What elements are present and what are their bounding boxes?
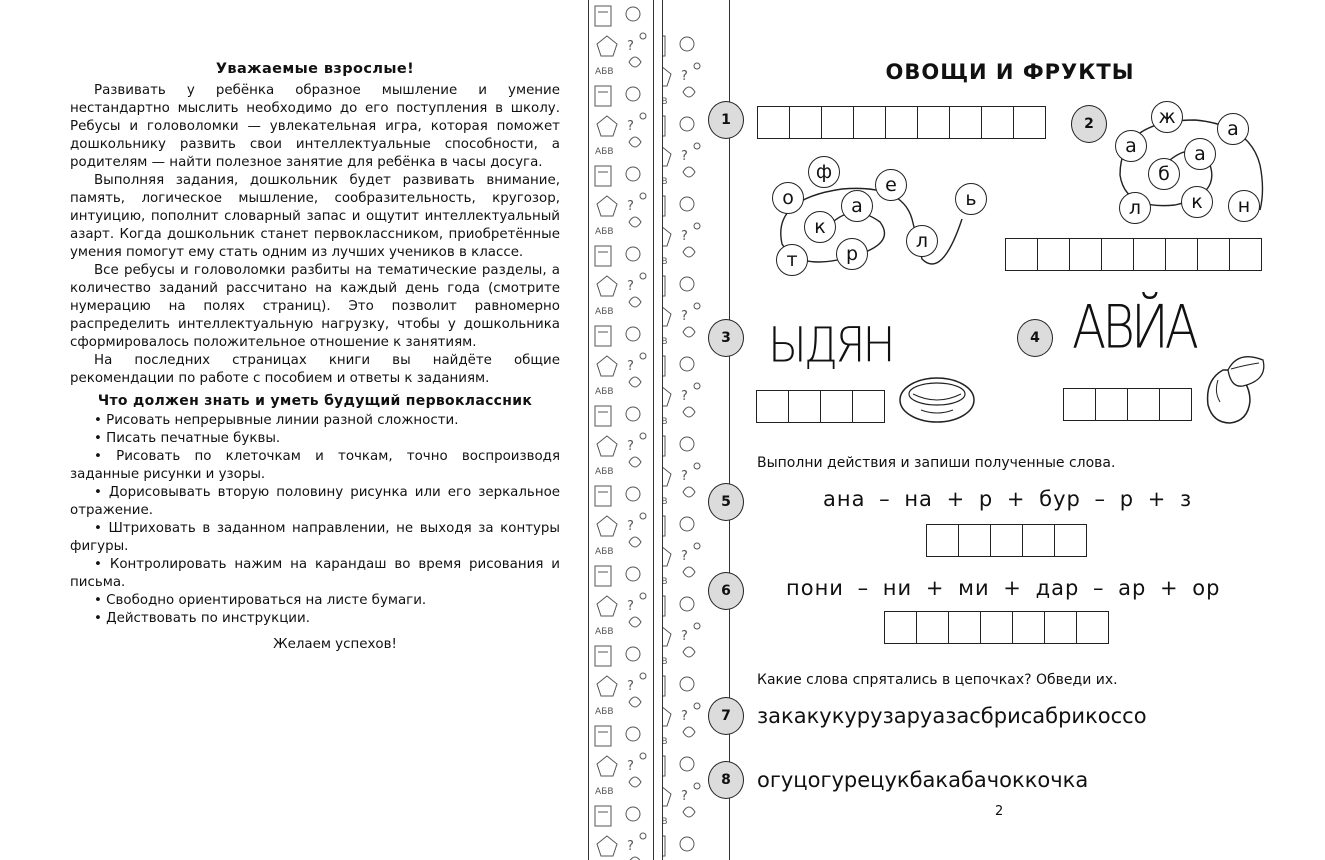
list-item: • Писать печатные буквы.: [70, 430, 560, 448]
answer-grid-3[interactable]: [756, 390, 885, 423]
page-title: ОВОЩИ И ФРУКТЫ: [885, 60, 1135, 84]
task-number: 8: [708, 761, 744, 799]
equation-5: ана – на + р + бур – р + з: [823, 487, 1193, 511]
list-item: • Контролировать нажим на карандаш во время рисования и письма.: [70, 556, 560, 592]
task-number: 7: [708, 697, 744, 735]
answer-grid-6[interactable]: [884, 611, 1109, 644]
letter-circle: а: [841, 190, 873, 222]
letter-circle: н: [1228, 190, 1260, 222]
answer-grid-1[interactable]: [757, 106, 1046, 139]
letter-circle: к: [1181, 186, 1213, 218]
answer-grid-4[interactable]: [1063, 388, 1192, 421]
instruction-chains: Какие слова спрятались в цепочках? Обведи их.: [757, 672, 1118, 688]
paragraph: Все ребусы и головоломки разбиты на тематические разделы, а количество заданий рассчитано на каждый день года (смотрите нумерацию на полях страниц). Это позволит равномерно распределить интеллектуальную нагрузку, чтобы у дошкольника сформировалось положительное отношение к занятиям.: [70, 263, 560, 350]
letter-circle: р: [836, 238, 868, 270]
doodle-strip-left: [588, 0, 654, 860]
list-item: • Рисовать непрерывные линии разной сложности.: [70, 412, 560, 430]
task-number: 3: [708, 319, 744, 357]
quince-illustration: [1198, 350, 1270, 425]
list-item: • Дорисовывать вторую половину рисунка или его зеркальное отражение.: [70, 484, 560, 520]
task-number: 2: [1071, 105, 1107, 143]
letter-circle: к: [804, 211, 836, 243]
rebus-4: АВЙА: [1072, 292, 1195, 362]
list-item: • Свободно ориентироваться на листе бумаги.: [70, 592, 560, 610]
task-number: 1: [708, 101, 744, 139]
page-number: 2: [995, 804, 1004, 819]
list-item: • Штриховать в заданном направлении, не выходя за контуры фигуры.: [70, 520, 560, 556]
letter-circle: ь: [955, 183, 987, 215]
paragraph: Выполняя задания, дошкольник будет развивать внимание, память, логическое мышление, сообразительность, кругозор, интуицию, пополнит словарный запас и ощутит интеллектуальный азарт. Когда дошкольник станет первоклассником, приобретённые умения помогут ему стать одним из лучших учеников в классе.: [70, 173, 560, 260]
letter-circle: л: [1119, 192, 1151, 224]
letter-circle: о: [772, 182, 804, 214]
melon-illustration: [897, 374, 977, 426]
foreword: [70, 60, 560, 654]
letter-circle: а: [1217, 113, 1249, 145]
task-number: 4: [1017, 319, 1053, 357]
letter-circle: е: [875, 169, 907, 201]
task-number: 6: [708, 572, 744, 610]
answer-grid-5[interactable]: [926, 524, 1087, 557]
rebus-3: ЫДЯН: [768, 317, 893, 374]
paragraph: На последних страницах книги вы найдёте общие рекомендации по работе с пособием и ответы к заданиям.: [70, 353, 560, 386]
letter-chain-8[interactable]: огуцогурецукбакабачоккочка: [757, 768, 1089, 792]
letter-circle: а: [1184, 138, 1216, 170]
answer-grid-2[interactable]: [1005, 238, 1262, 271]
paragraph: Развивать у ребёнка образное мышление и умение нестандартно мыслить необходимо до его поступления в школу. Ребусы и головоломки — увлекательная игра, которая поможет дошкольнику развить свои интеллектуальные способности, а родителям — найти полезное занятие для ребёнка в часы досуга.: [70, 83, 560, 170]
letter-circle: ж: [1151, 101, 1183, 133]
letter-circle: а: [1115, 130, 1147, 162]
letter-circle: ф: [808, 156, 840, 188]
letter-circle: б: [1148, 158, 1180, 190]
list-item: • Рисовать по клеточкам и точкам, точно воспроизводя заданные рисунки и узоры.: [70, 448, 560, 484]
foreword-heading: Уважаемые взрослые!: [215, 61, 415, 77]
list-item: • Действовать по инструкции.: [70, 610, 560, 628]
skills-list: [70, 412, 560, 628]
letter-circle: л: [906, 225, 938, 257]
letter-circle: т: [776, 244, 808, 276]
task-number: 5: [708, 483, 744, 521]
skills-heading: Что должен знать и уметь будущий первоклассник: [97, 393, 533, 409]
doodle-pattern: [589, 0, 653, 860]
closing-wish: Желаем успехов!: [273, 637, 397, 652]
equation-6: пони – ни + ми + дар – ар + ор: [786, 576, 1221, 600]
letter-chain-7[interactable]: закакукурузаруазасбрисабрикоссо: [757, 704, 1147, 728]
instruction-operations: Выполни действия и запиши полученные слова.: [757, 455, 1116, 471]
